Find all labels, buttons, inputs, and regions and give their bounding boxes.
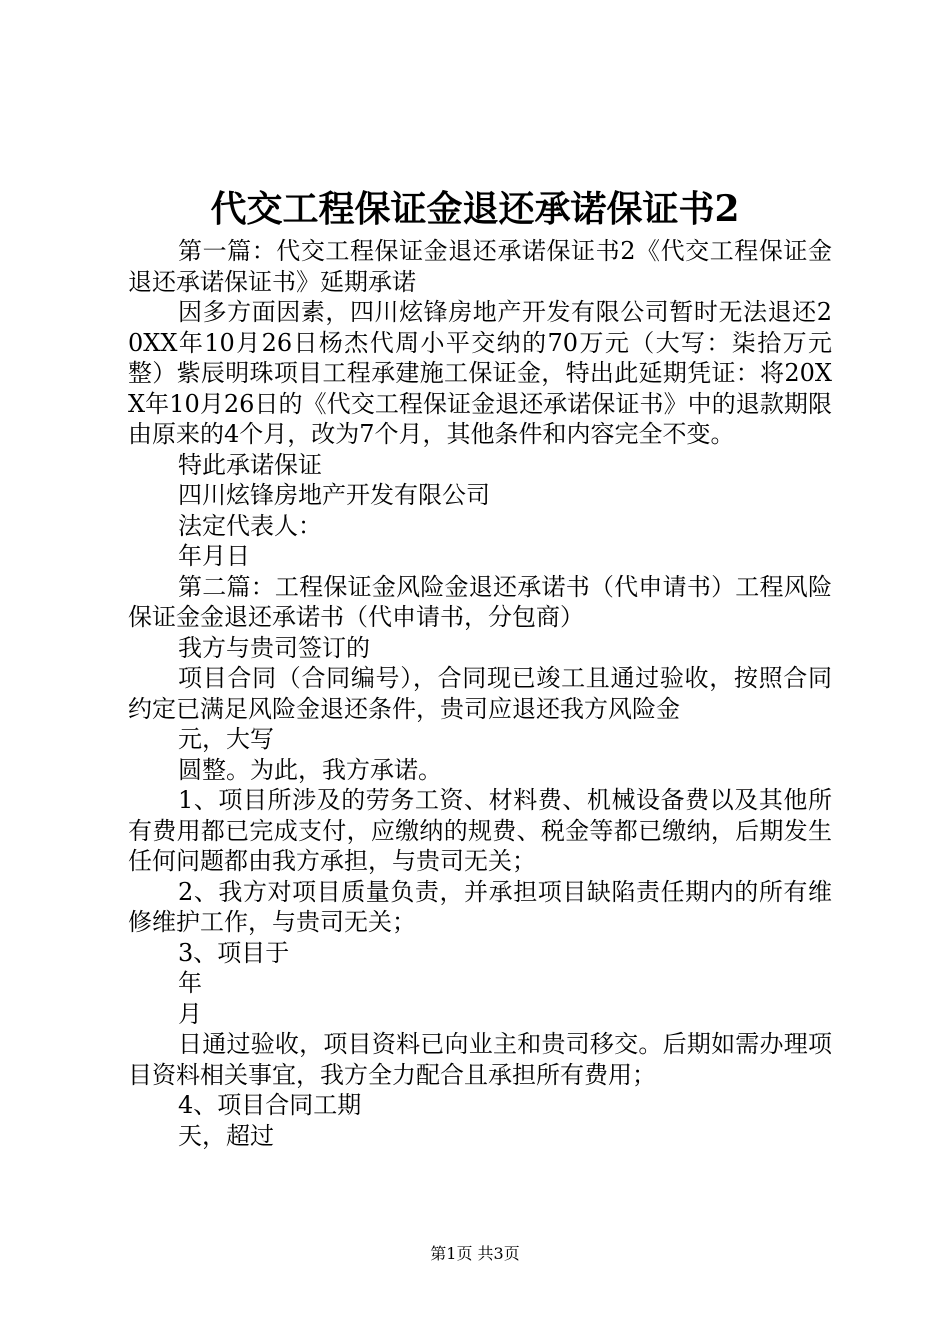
paragraph: 第二篇：工程保证金风险金退还承诺书（代申请书）工程风险保证金金退还承诺书（代申请书，分包商） [128, 572, 832, 631]
paragraph: 4、项目合同工期 [178, 1091, 362, 1119]
paragraph: 月 [178, 999, 202, 1028]
paragraph: 四川炫锋房地产开发有限公司 [178, 481, 490, 509]
paragraph: 特此承诺保证 [178, 450, 322, 479]
paragraph: 天，超过 [178, 1121, 274, 1150]
paragraph: 我方与贵司签订的 [178, 633, 370, 662]
paragraph: 项目合同（合同编号），合同现已竣工且通过验收，按照合同约定已满足风险金退还条件，贵司应退还我方风险金 [128, 664, 832, 723]
paragraph: 2、我方对项目质量负责，并承担项目缺陷责任期内的所有维修维护工作，与贵司无关； [128, 877, 832, 936]
paragraph: 1、项目所涉及的劳务工资、材料费、机械设备费以及其他所有费用都已完成支付，应缴纳的规费、税金等都已缴纳，后期发生任何问题都由我方承担，与贵司无关； [128, 786, 832, 875]
paragraph: 法定代表人： [178, 511, 322, 540]
paragraph: 年 [178, 969, 202, 997]
document-title: 代交工程保证金退还承诺保证书2 [210, 188, 740, 230]
paragraph: 第一篇：代交工程保证金退还承诺保证书2《代交工程保证金退还承诺保证书》延期承诺 [128, 237, 832, 296]
paragraph: 3、项目于 [178, 938, 290, 967]
paragraph: 因多方面因素，四川炫锋房地产开发有限公司暂时无法退还20XX年10月26日杨杰代周小平交纳的70万元（大写：柒拾万元整）紫辰明珠项目工程承建施工保证金，特出此延期凭证：将20XX年10月26日的《代交工程保证金退还承诺保证书》中的退款期限由原来的4个月，改为7个月，其他条件和内容完全不变。 [128, 298, 832, 448]
paragraph: 元，大写 [178, 725, 274, 753]
page-number-footer: 第1页 共3页 [430, 1244, 520, 1263]
paragraph: 日通过验收，项目资料已向业主和贵司移交。后期如需办理项目资料相关事宜，我方全力配合且承担所有费用； [128, 1030, 832, 1089]
document-body [128, 236, 832, 1151]
paragraph: 圆整。为此，我方承诺。 [178, 755, 442, 784]
paragraph: 年月日 [178, 542, 250, 570]
